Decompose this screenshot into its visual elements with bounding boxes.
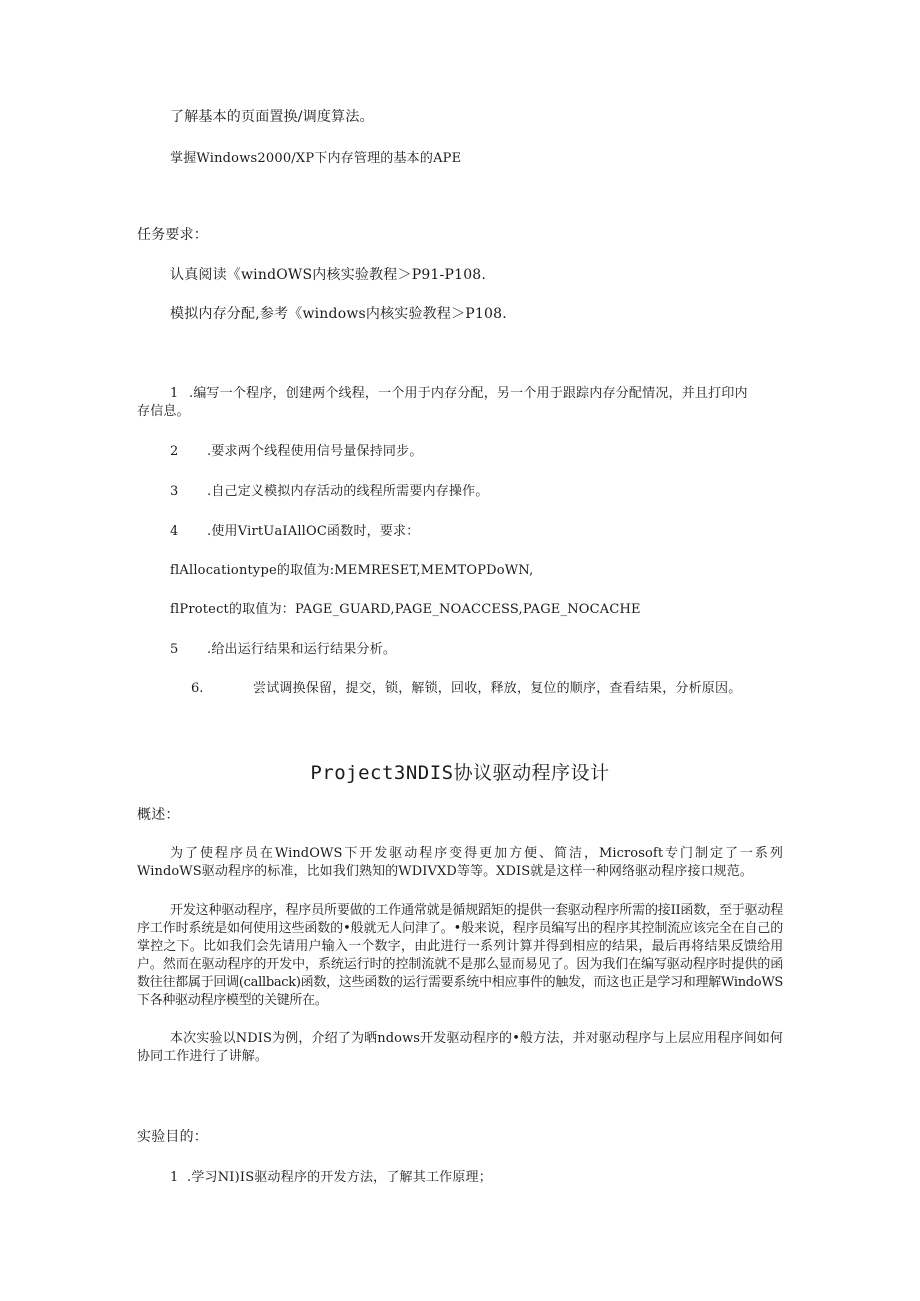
- step-text: .要求两个线程使用信号量保持同步。: [207, 444, 423, 459]
- overview-paragraph-3: 本次实验以NDIS为例，介绍了为晒ndows开发驱动程序的•般方法，并对驱动程序与上层应用程序间如何协同工作进行了讲解。: [137, 1031, 783, 1064]
- intro-line-1: 了解基本的页面置换/调度算法。: [170, 109, 374, 125]
- step-number: 5: [170, 642, 179, 657]
- step-number: 1: [170, 386, 179, 401]
- step-text: .使用VirtUaIAllOC函数时，要求：: [207, 524, 420, 539]
- step-text: .编写一个程序，创建两个线程，一个用于内存分配，另一个用于跟踪内存分配情况，并且打印内: [189, 386, 748, 401]
- project-title: [0, 760, 920, 786]
- purpose-heading: 实验目的：: [137, 1129, 208, 1145]
- task-simulate: 模拟内存分配,参考《windows内核实验教程＞P108.: [170, 306, 507, 322]
- project-title-prefix: Project3NDIS: [310, 762, 454, 784]
- step-number: 2: [170, 444, 179, 459]
- step-number: 3: [170, 484, 179, 499]
- step-text: 尝试调换保留，提交，锁，解锁，回收，释放，复位的顺序，查看结果，分析原因。: [253, 681, 742, 696]
- project-title-suffix: 协议驱动程序设计: [453, 762, 610, 784]
- step-text: .给出运行结果和运行结果分析。: [207, 642, 397, 657]
- protect-values: flProtect的取值为：PAGE_GUARD,PAGE_NOACCESS,PAGE_NOCACHE: [170, 602, 641, 617]
- overview-paragraph-1: 为了使程序员在WindOWS下开发驱动程序变得更加方便、简洁，Microsoft专门制定了一系列WindoWS驱动程序的标准，比如我们熟知的WDIVXD等等。XDIS就是这样一种网络驱动程序接口规范。: [137, 846, 783, 879]
- overview-paragraph-2: 开发这种驱动程序，程序员所要做的工作通常就是循规蹈矩的提供一套驱动程序所需的接II函数，至于驱动程序工作时系统是如何使用这些函数的•般就无人问津了。•般来说，程序员编写出的程序其控制流应该完全在自己的掌控之下。比如我们会先请用户输入一个数字，由此进行一系列计算并得到相应的结果，最后再将结果反馈给用户。然而在驱动程序的开发中，系统运行时的控制流就不是那么显而易见了。因为我们在编写驱动程序时提供的函数往往都属于回调(callback)函数，这些函数的运行需要系统中相应事件的触发，而这也正是学习和理解WindoWS下各种驱动程序模型的关键所在。: [137, 903, 783, 1008]
- intro-line-2: 掌握Windows2000/XP下内存管理的基本的APE: [170, 151, 462, 166]
- alloc-type-values: flAllocationtype的取值为:MEMRESET,MEMTOPDoWN,: [170, 563, 534, 578]
- task-heading: 任务要求：: [137, 227, 208, 243]
- purpose-text: .学习NI)IS驱动程序的开发方法，了解其工作原理；: [187, 1170, 492, 1185]
- overview-heading: 概述：: [137, 807, 180, 823]
- step-number: 4: [170, 524, 179, 539]
- task-read: 认真阅读《windOWS内核实验教程＞P91-P108.: [170, 267, 487, 283]
- step-number: 6.: [191, 681, 204, 696]
- step-text: .自己定义模拟内存活动的线程所需要内存操作。: [207, 484, 489, 499]
- purpose-number: 1: [170, 1170, 179, 1185]
- step-text-cont: 存信息。: [137, 404, 190, 419]
